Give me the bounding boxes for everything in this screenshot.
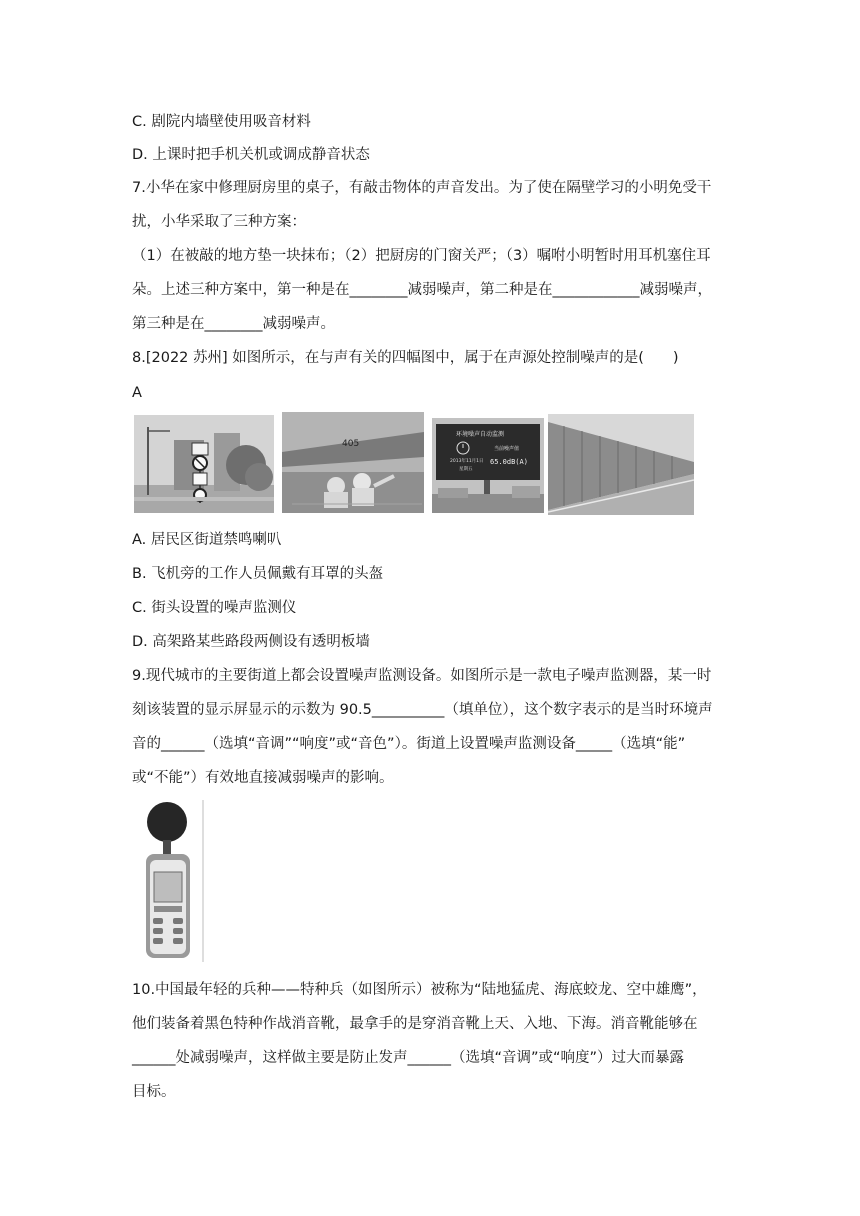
q7-line-4: 朵。上述三种方案中，第一种是在________减弱噪声，第二种是在____________减弱噪声， [132,282,712,298]
q8-stem: 8.[2022 苏州] 如图所示，在与声有关的四幅图中，属于在声源处控制噪声的是( ) [132,350,679,366]
q6-option-c: C. 剧院内墙壁使用吸音材料 [132,114,311,130]
q6-option-d: D. 上课时把手机关机或调成静音状态 [132,147,370,163]
q10-line-2: 他们装备着黑色特种作战消音靴，最拿手的是穿消音靴上天、入地、下海。消音靴能够在 [132,1016,698,1032]
monitor-date: 2013年11月1日 [450,459,484,464]
street-no-horn-photo [134,415,274,513]
airplane-crew-photo [282,412,424,513]
q10-line-4: 目标。 [132,1084,176,1100]
sound-barrier-wall-photo [548,414,694,515]
q8-option-c: C. 街头设置的噪声监测仪 [132,600,297,616]
monitor-label: 当前噪声值 [494,446,520,452]
q7-line-5: 第三种是在________减弱噪声。 [132,316,335,332]
q8-option-a: A. 居民区街道禁鸣喇叭 [132,532,282,548]
q9-line-3: 音的______（选填“音调”“响度”或“音色”）。街道上设置噪声监测设备_____（选填“能” [132,736,686,752]
monitor-title: 环境噪声自动监测 [456,431,505,438]
q8-option-b: B. 飞机旁的工作人员佩戴有耳罩的头盔 [132,566,384,582]
noise-monitor-display-photo [432,418,544,513]
monitor-value: 65.0dB(A) [490,458,528,466]
q10-line-3: ______处减弱噪声，这样做主要是防止发声______（选填“音调”或“响度”）过大而暴露 [132,1050,685,1066]
q8-option-d: D. 高架路某些路段两侧设有透明板墙 [132,634,370,650]
q9-line-4: 或“不能”）有效地直接减弱噪声的影响。 [132,770,394,786]
airplane-tail-number: 405 [342,439,360,449]
q10-line-1: 10.中国最年轻的兵种——特种兵（如图所示）被称为“陆地猛虎、海底蛟龙、空中雄鹰”， [132,982,707,998]
q8-answer-label: A [132,385,142,401]
q9-line-2: 刻该装置的显示屏显示的示数为 90.5__________（填单位），这个数字表示的是当时环境声 [132,702,713,718]
q7-line-3: （1）在被敲的地方垫一块抹布；（2）把厨房的门窗关严；（3）嘱咐小明暂时用耳机塞住耳 [132,248,711,264]
q9-line-1: 9.现代城市的主要街道上都会设置噪声监测设备。如图所示是一款电子噪声监测器，某一时 [132,668,712,684]
sound-level-meter-photo [132,800,204,962]
q7-line-2: 扰，小华采取了三种方案： [132,214,306,230]
q7-line-1: 7.小华在家中修理厨房里的桌子，有敲击物体的声音发出。为了使在隔壁学习的小明免受干 [132,180,712,196]
monitor-week: 星期五 [459,467,473,472]
